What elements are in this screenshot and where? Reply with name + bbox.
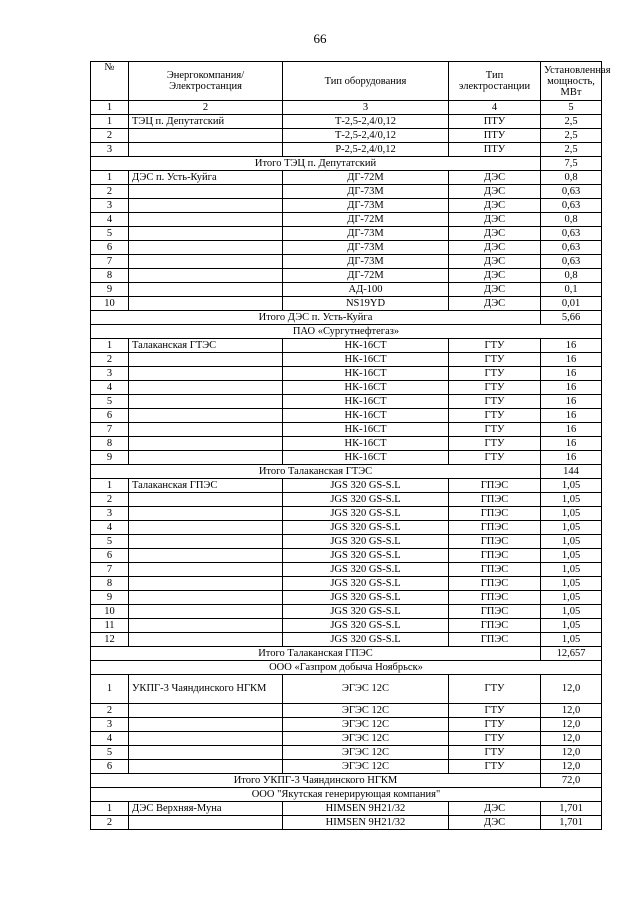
station-name: Талаканская ГТЭС [129,339,283,353]
total-row [91,647,602,661]
capacity-value: 16 [541,367,602,381]
table-row [91,213,602,227]
row-number: 3 [91,718,129,732]
row-number: 3 [91,507,129,521]
company-row [91,661,602,675]
capacity-value: 2,5 [541,115,602,129]
table-row [91,816,602,830]
plant-type: ГПЭС [449,633,541,647]
equipment-type: ДГ-72М [283,171,449,185]
row-number: 9 [91,451,129,465]
equipment-type: ДГ-73М [283,199,449,213]
table-row [91,802,602,816]
row-number: 8 [91,269,129,283]
capacity-value: 16 [541,409,602,423]
equipment-type: JGS 320 GS-S.L [283,577,449,591]
capacity-value: 0,8 [541,269,602,283]
column-number: 4 [449,101,541,115]
capacity-value: 1,05 [541,479,602,493]
capacity-value: 1,05 [541,633,602,647]
equipment-type: ЭГЭС 12С [283,718,449,732]
equipment-type: JGS 320 GS-S.L [283,563,449,577]
capacity-value: 1,05 [541,619,602,633]
capacity-value: 16 [541,437,602,451]
capacity-value: 1,05 [541,591,602,605]
equipment-type: HIMSEN 9H21/32 [283,802,449,816]
column-number: 2 [129,101,283,115]
table-row [91,339,602,353]
row-number: 6 [91,549,129,563]
equipment-type: НК-16СТ [283,353,449,367]
equipment-type: НК-16СТ [283,451,449,465]
plant-type: ГТУ [449,409,541,423]
capacity-value: 1,05 [541,563,602,577]
row-number: 4 [91,381,129,395]
plant-type: ГТУ [449,423,541,437]
station-name: ТЭЦ п. Депутатский [129,115,283,129]
table-row [91,507,602,521]
total-capacity: 12,657 [541,647,602,661]
table-row [91,451,602,465]
plant-type: ГПЭС [449,493,541,507]
station-name [129,381,283,395]
table-row [91,367,602,381]
station-name [129,283,283,297]
company-name: ПАО «Сургутнефтегаз» [91,325,602,339]
equipment-type: NS19YD [283,297,449,311]
station-name [129,704,283,718]
equipment-type: НК-16СТ [283,367,449,381]
station-name [129,353,283,367]
table-row [91,493,602,507]
row-number: 3 [91,199,129,213]
equipment-type: ЭГЭС 12С [283,746,449,760]
table-row [91,479,602,493]
station-name [129,549,283,563]
plant-type: ГТУ [449,353,541,367]
row-number: 10 [91,605,129,619]
company-row [91,788,602,802]
capacity-value: 0,63 [541,185,602,199]
equipment-type: ЭГЭС 12С [283,760,449,774]
capacity-value: 1,05 [541,577,602,591]
table-row [91,675,602,704]
row-number: 5 [91,395,129,409]
plant-type: ГПЭС [449,619,541,633]
equipment-type: ДГ-73М [283,227,449,241]
plant-type: ГТУ [449,746,541,760]
total-row [91,465,602,479]
station-name [129,577,283,591]
total-label: Итого Талаканская ГТЭС [91,465,541,479]
plant-type: ДЭС [449,241,541,255]
row-number: 4 [91,732,129,746]
equipment-type: АД-100 [283,283,449,297]
equipment-type: НК-16СТ [283,381,449,395]
total-capacity: 72,0 [541,774,602,788]
row-number: 1 [91,802,129,816]
table-row [91,255,602,269]
plant-type: ДЭС [449,269,541,283]
capacity-value: 12,0 [541,704,602,718]
station-name [129,746,283,760]
row-number: 2 [91,185,129,199]
total-row [91,311,602,325]
row-number: 2 [91,129,129,143]
row-number: 4 [91,521,129,535]
column-number-row [91,101,602,115]
capacity-value: 16 [541,451,602,465]
plant-type: ГТУ [449,675,541,704]
equipment-type: JGS 320 GS-S.L [283,605,449,619]
row-number: 2 [91,353,129,367]
row-number: 1 [91,115,129,129]
plant-type: ДЭС [449,227,541,241]
plant-type: ГТУ [449,451,541,465]
capacity-value: 0,8 [541,171,602,185]
plant-type: ГТУ [449,760,541,774]
plant-type: ДЭС [449,802,541,816]
table-row [91,283,602,297]
equipment-type: JGS 320 GS-S.L [283,619,449,633]
plant-type: ГТУ [449,339,541,353]
table-row [91,227,602,241]
capacity-value: 0,63 [541,227,602,241]
equipment-type: ДГ-72М [283,213,449,227]
station-name [129,437,283,451]
table-row [91,115,602,129]
plant-type: ДЭС [449,297,541,311]
plant-type: ГПЭС [449,521,541,535]
capacity-value: 1,05 [541,605,602,619]
station-name: ДЭС п. Усть-Куйга [129,171,283,185]
plant-type: ГТУ [449,395,541,409]
station-name [129,255,283,269]
equipment-type: ДГ-73М [283,185,449,199]
plant-type: ГПЭС [449,591,541,605]
capacity-value: 16 [541,339,602,353]
plant-type: ДЭС [449,816,541,830]
equipment-type: НК-16СТ [283,423,449,437]
station-name: Талаканская ГПЭС [129,479,283,493]
power-plants-table [90,61,611,830]
table-row [91,704,602,718]
capacity-value: 12,0 [541,718,602,732]
table-row [91,395,602,409]
station-name [129,423,283,437]
station-name [129,732,283,746]
table-row [91,591,602,605]
capacity-value: 0,63 [541,199,602,213]
capacity-value: 16 [541,423,602,437]
row-number: 2 [91,704,129,718]
table-row [91,241,602,255]
header-number: № [91,62,129,101]
station-name [129,129,283,143]
station-name [129,760,283,774]
table-row [91,633,602,647]
header-company: Энергокомпания/ Электростанция [129,62,283,101]
header-capacity: Установленная мощность, МВт [541,62,602,101]
header-equipment: Тип оборудования [283,62,449,101]
plant-type: ПТУ [449,143,541,157]
equipment-type: ДГ-72М [283,269,449,283]
capacity-value: 0,63 [541,241,602,255]
equipment-type: ДГ-73М [283,255,449,269]
total-capacity: 7,5 [541,157,602,171]
total-capacity: 5,66 [541,311,602,325]
table-row [91,718,602,732]
table-row [91,381,602,395]
plant-type: ПТУ [449,129,541,143]
equipment-type: JGS 320 GS-S.L [283,591,449,605]
table-row [91,353,602,367]
plant-type: ДЭС [449,171,541,185]
station-name [129,718,283,732]
table-row [91,297,602,311]
column-number: 1 [91,101,129,115]
row-number: 2 [91,493,129,507]
station-name [129,227,283,241]
row-number: 4 [91,213,129,227]
total-label: Итого ТЭЦ п. Депутатский [91,157,541,171]
header-plant-type: Тип электростанции [449,62,541,101]
equipment-type: JGS 320 GS-S.L [283,479,449,493]
equipment-type: ЭГЭС 12С [283,675,449,704]
capacity-value: 12,0 [541,675,602,704]
capacity-value: 1,05 [541,493,602,507]
plant-type: ДЭС [449,255,541,269]
total-label: Итого Талаканская ГПЭС [91,647,541,661]
capacity-value: 1,05 [541,507,602,521]
row-number: 1 [91,675,129,704]
table-row [91,409,602,423]
row-number: 5 [91,227,129,241]
capacity-value: 16 [541,353,602,367]
total-row [91,157,602,171]
equipment-type: ЭГЭС 12С [283,732,449,746]
table-row [91,746,602,760]
equipment-type: JGS 320 GS-S.L [283,549,449,563]
row-number: 3 [91,367,129,381]
capacity-value: 0,8 [541,213,602,227]
row-number: 10 [91,297,129,311]
station-name [129,451,283,465]
table-row [91,185,602,199]
plant-type: ГТУ [449,381,541,395]
station-name [129,563,283,577]
station-name [129,507,283,521]
plant-type: ДЭС [449,283,541,297]
equipment-type: ДГ-73М [283,241,449,255]
table-row [91,423,602,437]
capacity-value: 1,701 [541,802,602,816]
station-name [129,605,283,619]
capacity-value: 1,05 [541,535,602,549]
capacity-value: 2,5 [541,143,602,157]
company-name: ООО «Газпром добыча Ноябрьск» [91,661,602,675]
capacity-value: 16 [541,381,602,395]
equipment-type: ЭГЭС 12С [283,704,449,718]
plant-type: ГПЭС [449,577,541,591]
row-number: 7 [91,255,129,269]
row-number: 1 [91,339,129,353]
equipment-type: JGS 320 GS-S.L [283,535,449,549]
station-name [129,816,283,830]
station-name: УКПГ-3 Чаяндинского НГКМ [129,675,283,704]
equipment-type: НК-16СТ [283,409,449,423]
total-label: Итого ДЭС п. Усть-Куйга [91,311,541,325]
table-row [91,549,602,563]
plant-type: ГТУ [449,732,541,746]
table-row [91,732,602,746]
station-name: ДЭС Верхняя-Муна [129,802,283,816]
row-number: 6 [91,760,129,774]
plant-type: ПТУ [449,115,541,129]
plant-type: ГТУ [449,718,541,732]
station-name [129,367,283,381]
header-row [91,62,602,101]
plant-type: ГПЭС [449,535,541,549]
station-name [129,297,283,311]
total-label: Итого УКПГ-3 Чаяндинского НГКМ [91,774,541,788]
equipment-type: НК-16СТ [283,395,449,409]
station-name [129,409,283,423]
equipment-type: JGS 320 GS-S.L [283,507,449,521]
row-number: 6 [91,241,129,255]
table-row [91,619,602,633]
table-row [91,521,602,535]
station-name [129,493,283,507]
equipment-type: HIMSEN 9H21/32 [283,816,449,830]
row-number: 12 [91,633,129,647]
column-number: 5 [541,101,602,115]
plant-type: ДЭС [449,213,541,227]
station-name [129,199,283,213]
equipment-type: Р-2,5-2,4/0,12 [283,143,449,157]
page-number: 66 [313,31,327,46]
capacity-value: 2,5 [541,129,602,143]
table-row [91,605,602,619]
table-row [91,269,602,283]
row-number: 7 [91,423,129,437]
station-name [129,241,283,255]
total-row [91,774,602,788]
station-name [129,521,283,535]
row-number: 1 [91,479,129,493]
equipment-type: Т-2,5-2,4/0,12 [283,129,449,143]
station-name [129,269,283,283]
table-row [91,760,602,774]
plant-type: ДЭС [449,199,541,213]
row-number: 5 [91,746,129,760]
capacity-value: 0,63 [541,255,602,269]
row-number: 6 [91,409,129,423]
row-number: 8 [91,437,129,451]
plant-type: ГТУ [449,704,541,718]
total-capacity: 144 [541,465,602,479]
capacity-value: 0,1 [541,283,602,297]
company-name: ООО "Якутская генерирующая компания" [91,788,602,802]
plant-type: ГПЭС [449,605,541,619]
station-name [129,619,283,633]
table-row [91,129,602,143]
equipment-type: НК-16СТ [283,437,449,451]
equipment-type: JGS 320 GS-S.L [283,521,449,535]
plant-type: ГПЭС [449,479,541,493]
capacity-value: 1,05 [541,549,602,563]
station-name [129,591,283,605]
row-number: 9 [91,591,129,605]
equipment-type: JGS 320 GS-S.L [283,493,449,507]
row-number: 8 [91,577,129,591]
capacity-value: 12,0 [541,760,602,774]
plant-type: ГПЭС [449,563,541,577]
table-row [91,563,602,577]
capacity-value: 0,01 [541,297,602,311]
plant-type: ГПЭС [449,549,541,563]
equipment-type: Т-2,5-2,4/0,12 [283,115,449,129]
plant-type: ГПЭС [449,507,541,521]
equipment-type: НК-16СТ [283,339,449,353]
plant-type: ГТУ [449,437,541,451]
capacity-value: 1,701 [541,816,602,830]
row-number: 1 [91,171,129,185]
row-number: 9 [91,283,129,297]
station-name [129,633,283,647]
capacity-value: 16 [541,395,602,409]
table-row [91,171,602,185]
station-name [129,185,283,199]
station-name [129,143,283,157]
company-row [91,325,602,339]
capacity-value: 1,05 [541,521,602,535]
plant-type: ДЭС [449,185,541,199]
row-number: 7 [91,563,129,577]
column-number: 3 [283,101,449,115]
station-name [129,213,283,227]
table-row [91,535,602,549]
table-row [91,437,602,451]
plant-type: ГТУ [449,367,541,381]
equipment-type: JGS 320 GS-S.L [283,633,449,647]
table-row [91,199,602,213]
table-row [91,577,602,591]
capacity-value: 12,0 [541,746,602,760]
row-number: 11 [91,619,129,633]
row-number: 3 [91,143,129,157]
row-number: 5 [91,535,129,549]
row-number: 2 [91,816,129,830]
capacity-value: 12,0 [541,732,602,746]
station-name [129,535,283,549]
table-row [91,143,602,157]
station-name [129,395,283,409]
